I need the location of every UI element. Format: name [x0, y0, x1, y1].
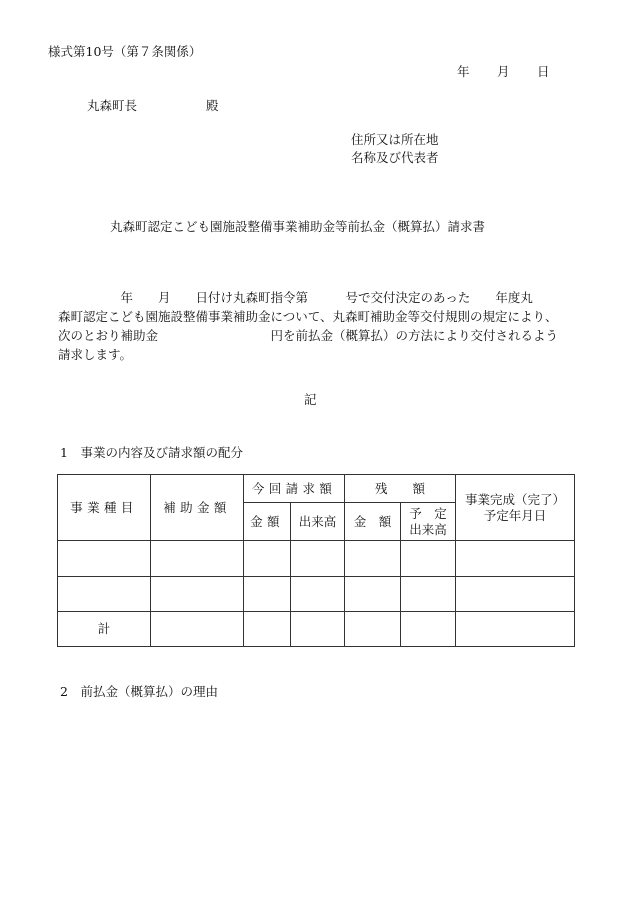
header-remaining: 残 額: [345, 475, 456, 503]
total-row: [58, 612, 575, 647]
table-cell: [345, 612, 401, 647]
subheader-planned-progress-label: 出来高: [409, 521, 447, 537]
table-cell: [291, 612, 345, 647]
addressee: 丸森町長: [87, 98, 138, 113]
date-year-label: 年: [457, 64, 470, 79]
table-cell: [401, 577, 456, 612]
table-cell: [456, 541, 575, 577]
applicant-address-label: 住所又は所在地: [351, 132, 439, 147]
ki-marker: 記: [304, 392, 317, 407]
table-cell: [58, 577, 151, 612]
subheader-planned-label: 予 定: [409, 505, 447, 521]
subheader-progress: 出来高: [291, 503, 345, 541]
table-cell: [345, 541, 401, 577]
body-line-4: 請求します。: [58, 347, 133, 362]
table-cell: [401, 612, 456, 647]
table-cell: [291, 577, 345, 612]
table-cell: [244, 541, 291, 577]
date-month-label: 月: [497, 64, 510, 79]
table-row: [58, 577, 575, 612]
table-cell: [58, 541, 151, 577]
applicant-name-label: 名称及び代表者: [351, 150, 439, 165]
subheader-planned-progress: [401, 503, 456, 541]
honorific: 殿: [206, 98, 219, 113]
subheader-amount: 金額: [244, 503, 291, 541]
header-completion-line-1: 事業完成（完了）: [465, 491, 566, 507]
body-line-2: 森町認定こども園施設整備事業補助金について、丸森町補助金等交付規則の規定により、: [58, 309, 558, 324]
date-day-label: 日: [537, 64, 550, 79]
section-1-heading: 1 事業の内容及び請求額の配分: [60, 445, 243, 460]
table-cell: [345, 577, 401, 612]
allocation-table: [57, 474, 575, 647]
table-cell: [456, 577, 575, 612]
table-cell: [244, 577, 291, 612]
table-cell: [291, 541, 345, 577]
table-cell: [151, 577, 244, 612]
table-row: [58, 541, 575, 577]
header-current-claim: 今回請求額: [244, 475, 345, 503]
section-2-heading: 2 前払金（概算払）の理由: [60, 684, 218, 699]
table-cell: [244, 612, 291, 647]
table-cell: [151, 612, 244, 647]
form-number: 様式第10号（第７条関係）: [48, 44, 202, 59]
table-cell: [456, 612, 575, 647]
total-label: 計: [58, 612, 151, 647]
table-cell: [151, 541, 244, 577]
header-completion-date: [456, 475, 575, 541]
header-business-type: 事業種目: [58, 475, 151, 541]
subheader-remaining-amount: 金 額: [345, 503, 401, 541]
request-body: [58, 288, 588, 364]
body-line-1: 年 月 日付け丸森町指令第 号で交付決定のあった 年度丸: [58, 290, 533, 305]
header-subsidy-amount: 補助金額: [151, 475, 244, 541]
body-line-3: 次のとおり補助金 円を前払金（概算払）の方法により交付されるよう: [58, 328, 559, 343]
document-title: 丸森町認定こども園施設整備事業補助金等前払金（概算払）請求書: [110, 219, 486, 234]
table-cell: [401, 541, 456, 577]
header-completion-line-2: 予定年月日: [483, 507, 547, 523]
